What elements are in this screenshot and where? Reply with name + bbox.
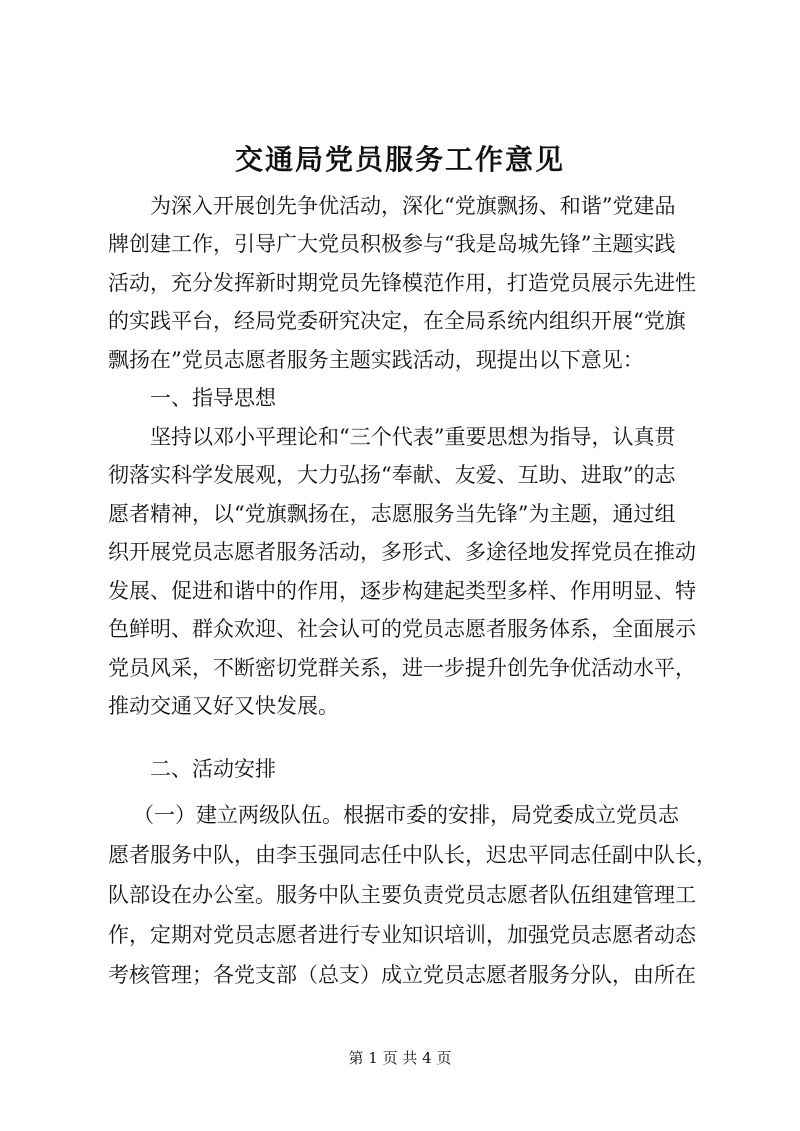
paragraph-line: 队部设在办公室。服务中队主要负责党员志愿者队伍组建管理工 bbox=[108, 883, 696, 907]
paragraph-line: 愿者服务中队，由李玉强同志任中队长，迟忠平同志任副中队长， bbox=[108, 843, 717, 867]
paragraph-line: 活动，充分发挥新时期党员先锋模范作用，打造党员展示先进性 bbox=[108, 271, 696, 295]
paragraph-line: 色鲜明、群众欢迎、社会认可的党员志愿者服务体系，全面展示 bbox=[108, 617, 696, 641]
section-heading: 二、活动安排 bbox=[150, 757, 276, 781]
paragraph-line: 坚持以邓小平理论和“三个代表”重要思想为指导，认真贯 bbox=[150, 425, 676, 449]
paragraph-line: 发展、促进和谐中的作用，逐步构建起类型多样、作用明显、特 bbox=[108, 579, 696, 603]
paragraph-line: 党员风采，不断密切党群关系，进一步提升创先争优活动水平， bbox=[108, 656, 696, 680]
section-heading: 一、指导思想 bbox=[150, 386, 276, 410]
paragraph-line: 的实践平台，经局党委研究决定，在全局系统内组织开展“党旗 bbox=[108, 309, 686, 333]
page-footer: 第 1 页 共 4 页 bbox=[348, 1049, 452, 1067]
paragraph-line: 牌创建工作，引导广大党员积极参与“我是岛城先锋”主题实践 bbox=[108, 232, 676, 256]
paragraph-line: 织开展党员志愿者服务活动，多形式、多途径地发挥党员在推动 bbox=[108, 540, 696, 564]
paragraph-line: 考核管理；各党支部（总支）成立党员志愿者服务分队，由所在 bbox=[108, 963, 696, 987]
paragraph-line: 飘扬在”党员志愿者服务主题实践活动，现提出以下意见： bbox=[108, 348, 644, 372]
paragraph-line: 作，定期对党员志愿者进行专业知识培训，加强党员志愿者动态 bbox=[108, 923, 696, 947]
paragraph-line: 推动交通又好又快发展。 bbox=[108, 694, 339, 718]
paragraph-line: 彻落实科学发展观，大力弘扬“奉献、友爱、互助、进取”的志 bbox=[108, 463, 676, 487]
paragraph-line: 为深入开展创先争优活动，深化“党旗飘扬、和谐”党建品 bbox=[150, 194, 676, 218]
paragraph-line: 愿者精神，以“党旗飘扬在，志愿服务当先锋”为主题，通过组 bbox=[108, 502, 676, 526]
document-title: 交通局党员服务工作意见 bbox=[234, 143, 565, 176]
paragraph-line: （一）建立两级队伍。根据市委的安排，局党委成立党员志 bbox=[133, 803, 679, 827]
